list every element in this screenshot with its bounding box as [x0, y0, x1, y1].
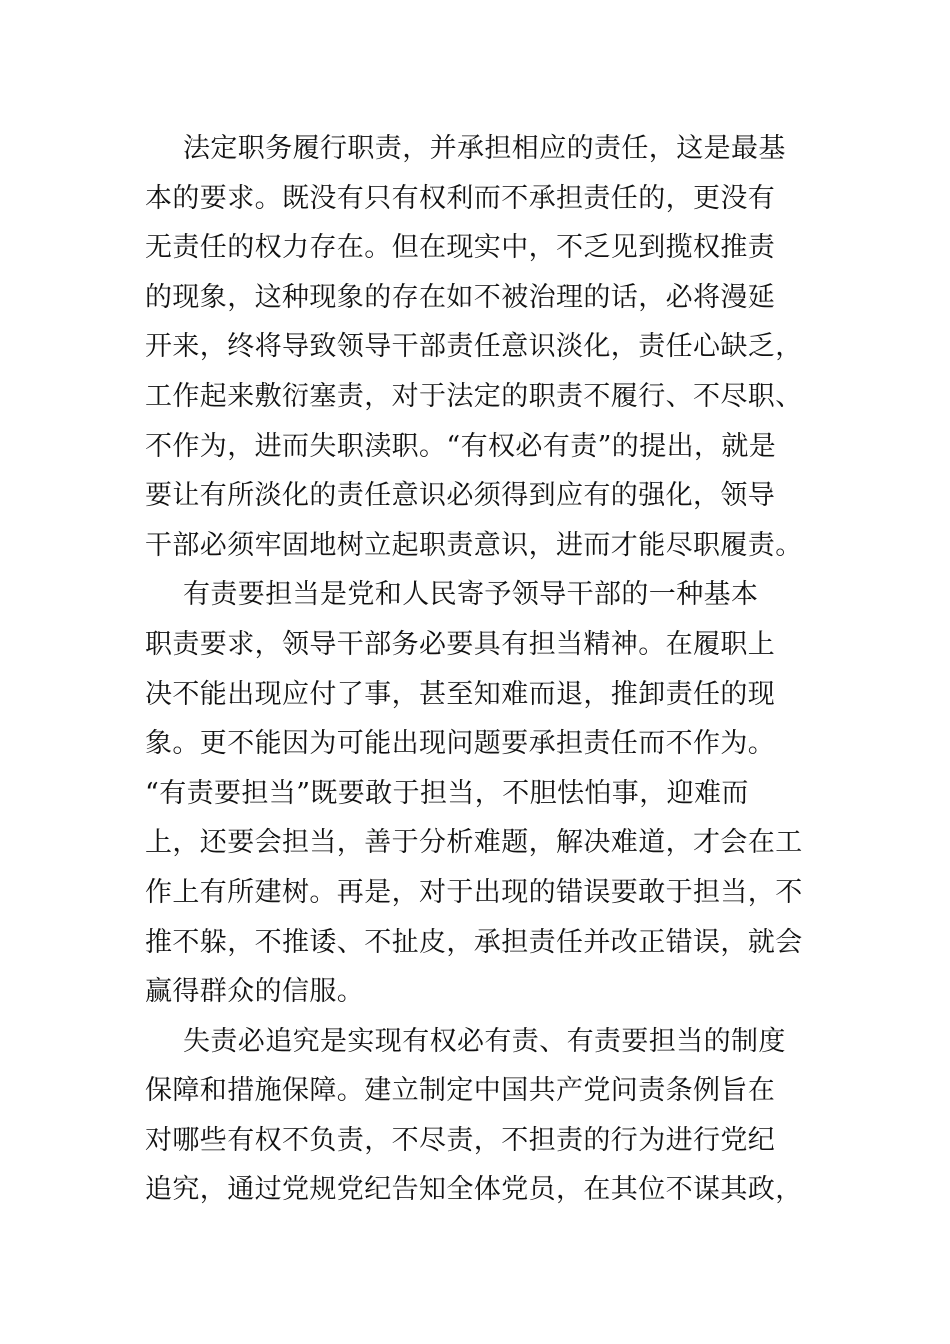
paragraph-1-line-7: 不作为，进而失职渎职。“有权必有责”的提出，就是: [145, 430, 777, 462]
paragraph-1-line-4: 的现象，这种现象的存在如不被治理的话，必将漫延: [145, 281, 776, 313]
paragraph-3-line-1: 失责必追究是实现有权必有责、有责要担当的制度: [183, 1025, 786, 1057]
paragraph-2-line-6: 上，还要会担当，善于分析难题，解决难道，才会在工: [145, 827, 803, 859]
paragraph-1-line-1: 法定职务履行职责，并承担相应的责任，这是最基: [183, 133, 786, 164]
paragraph-2-line-3: 决不能出现应付了事，甚至知难而退，推卸责任的现: [145, 678, 776, 710]
paragraph-3-line-2: 保障和措施保障。建立制定中国共产党问责条例旨在: [145, 1075, 776, 1107]
paragraph-1-line-3: 无责任的权力存在。但在现实中，不乏见到揽权推责: [145, 232, 776, 264]
paragraph-2-line-4: 象。更不能因为可能出现问题要承担责任而不作为。: [145, 728, 776, 760]
document-body: [145, 124, 815, 1215]
paragraph-2-line-1: 有责要担当是党和人民寄予领导干部的一种基本: [183, 579, 759, 611]
paragraph-3-line-4: 追究，通过党规党纪告知全体党员，在其位不谋其政，: [145, 1174, 803, 1206]
paragraph-2-line-2: 职责要求，领导干部务必要具有担当精神。在履职上: [145, 628, 776, 660]
paragraph-1-line-2: 本的要求。既没有只有权利而不承担责任的，更没有: [145, 182, 776, 214]
paragraph-1-line-5: 开来，终将导致领导干部责任意识淡化，责任心缺乏，: [145, 331, 803, 363]
paragraph-2-line-5: “有责要担当”既要敢于担当，不胆怯怕事，迎难而: [145, 777, 749, 809]
paragraph-1-line-6: 工作起来敷衍塞责，对于法定的职责不履行、不尽职、: [145, 380, 803, 412]
paragraph-2-line-8: 推不躲，不推诿、不扯皮，承担责任并改正错误，就会: [145, 926, 803, 958]
paragraph-3-line-3: 对哪些有权不负责，不尽责，不担责的行为进行党纪: [145, 1124, 776, 1156]
paragraph-1-line-9: 干部必须牢固地树立起职责意识，进而才能尽职履责。: [145, 529, 803, 561]
paragraph-1-line-8: 要让有所淡化的责任意识必须得到应有的强化，领导: [145, 480, 776, 512]
paragraph-2-line-9: 赢得群众的信服。: [145, 976, 365, 1008]
paragraph-2-line-7: 作上有所建树。再是，对于出现的错误要敢于担当，不: [145, 876, 803, 908]
